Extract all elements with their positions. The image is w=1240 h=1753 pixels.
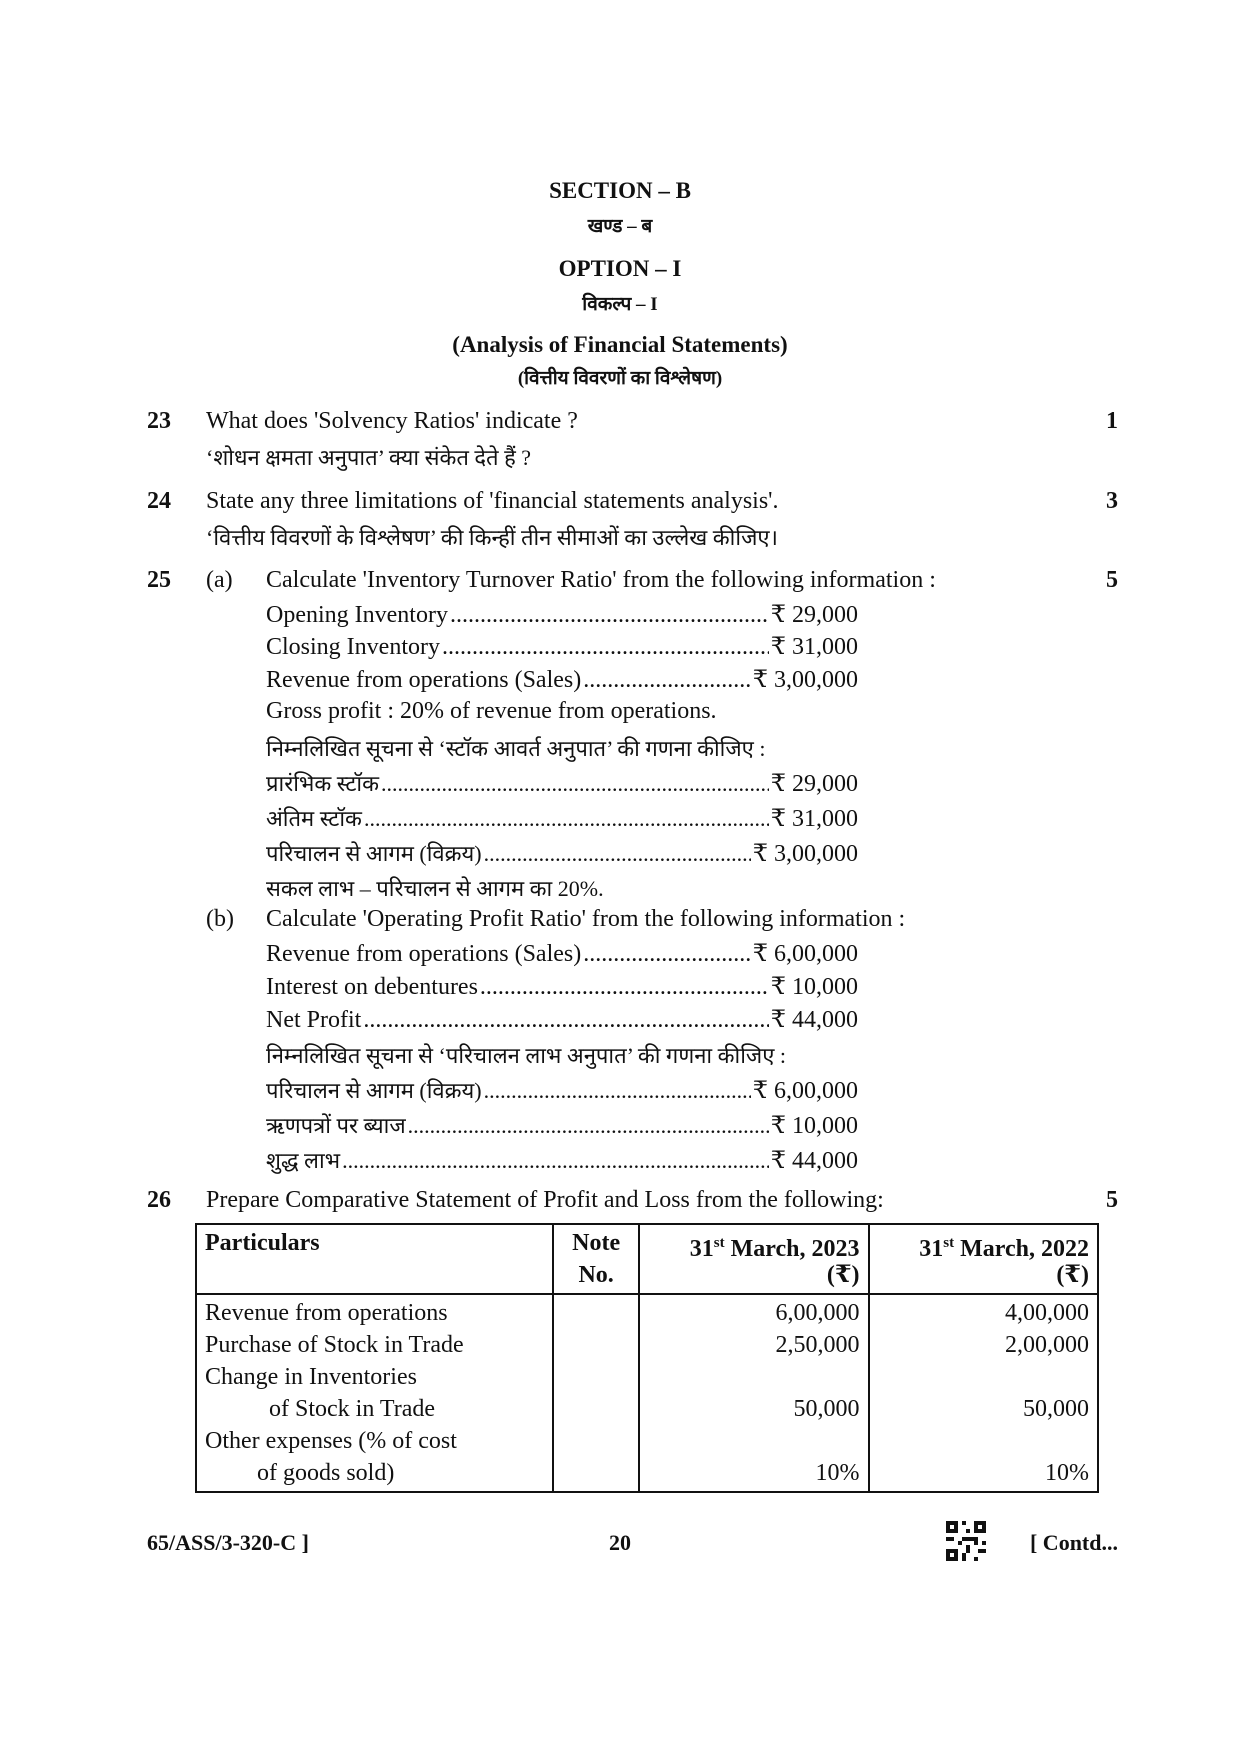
comparative-table <box>195 1223 1099 1493</box>
table-header-row <box>196 1224 1098 1294</box>
data-line-hindi <box>266 803 858 833</box>
data-line-hindi <box>266 838 858 868</box>
option-title: OPTION – I <box>558 256 682 281</box>
paper-code: 65/ASS/3-320-C ] <box>147 1530 309 1555</box>
data-label: Net Profit <box>266 1007 362 1033</box>
data-value: ₹ 10,000 <box>770 1113 858 1139</box>
data-line-hindi <box>266 1075 858 1105</box>
particulars-cell: Revenue from operations Purchase of Stock in Trade Change in Inventories of Stock in Trade Other expenses (% of cost of goods sold) <box>196 1294 553 1492</box>
data-value: ₹ 6,00,000 <box>752 1078 858 1104</box>
continued-label: [ Contd... <box>1029 1530 1118 1555</box>
question-25b-text: Calculate 'Operating Profit Ratio' from the following information : <box>266 906 906 932</box>
data-line <box>266 972 858 1001</box>
header-note-no: Note No. <box>553 1224 639 1294</box>
question-number-24: 24 <box>147 488 171 514</box>
values-2022-cell: 4,00,000 2,00,000 50,000 10% <box>869 1294 1098 1492</box>
question-23-marks: 1 <box>1106 408 1118 434</box>
option-title-hindi: विकल्प – I <box>582 294 658 315</box>
question-24-marks: 3 <box>1106 488 1118 514</box>
data-value: ₹ 6,00,000 <box>752 941 858 967</box>
data-label: Closing Inventory <box>266 634 440 660</box>
question-number-25: 25 <box>147 567 171 593</box>
section-title-hindi: खण्ड – ब <box>587 216 653 237</box>
data-line <box>266 600 858 629</box>
data-label: परिचालन से आगम (विक्रय) <box>266 1078 482 1103</box>
question-25b-text-hindi: निम्नलिखित सूचना से ‘परिचालन लाभ अनुपात’ की गणना कीजिए : <box>266 1043 787 1068</box>
part-b-label: (b) <box>206 906 234 932</box>
section-title: SECTION – B <box>549 178 691 203</box>
question-number-23: 23 <box>147 408 171 434</box>
data-line <box>266 939 858 968</box>
question-26-text: Prepare Comparative Statement of Profit and Loss from the following: <box>206 1187 884 1213</box>
values-2023-cell: 6,00,000 2,50,000 50,000 10% <box>639 1294 868 1492</box>
page-number: 20 <box>609 1530 631 1555</box>
question-26-marks: 5 <box>1106 1187 1118 1213</box>
header-2022: 31st March, 2022 (₹) <box>869 1224 1098 1294</box>
question-25a-text: Calculate 'Inventory Turnover Ratio' from the following information : <box>266 567 936 593</box>
data-label: Interest on debentures <box>266 974 478 1000</box>
note-cell <box>553 1294 639 1492</box>
data-value: ₹ 44,000 <box>770 1148 858 1174</box>
table-body-row <box>196 1294 1098 1492</box>
question-number-26: 26 <box>147 1187 171 1213</box>
question-25a-note-hindi: सकल लाभ – परिचालन से आगम का 20%. <box>266 876 604 901</box>
question-24-text: State any three limitations of 'financial statements analysis'. <box>206 488 779 514</box>
qr-code-icon <box>946 1521 986 1561</box>
data-value: ₹ 3,00,000 <box>752 667 858 693</box>
data-value: ₹ 29,000 <box>770 771 858 797</box>
data-label: अंतिम स्टॉक <box>266 806 362 831</box>
data-value: ₹ 31,000 <box>770 634 858 660</box>
question-25-marks: 5 <box>1106 567 1118 593</box>
data-value: ₹ 44,000 <box>770 1007 858 1033</box>
topic-title: (Analysis of Financial Statements) <box>452 332 788 357</box>
data-line-hindi <box>266 1145 858 1175</box>
data-value: ₹ 3,00,000 <box>752 841 858 867</box>
data-label: शुद्ध लाभ <box>266 1148 341 1173</box>
data-line <box>266 665 858 694</box>
data-label: प्रारंभिक स्टॉक <box>266 771 380 796</box>
question-25a-note: Gross profit : 20% of revenue from operations. <box>266 698 717 724</box>
data-line-hindi <box>266 1110 858 1140</box>
question-25a-text-hindi: निम्नलिखित सूचना से ‘स्टॉक आवर्त अनुपात’ की गणना कीजिए : <box>266 736 766 761</box>
data-label: Opening Inventory <box>266 602 448 628</box>
header-2023: 31st March, 2023 (₹) <box>639 1224 868 1294</box>
header-particulars: Particulars <box>196 1224 553 1294</box>
data-line <box>266 632 858 661</box>
question-24-text-hindi: ‘वित्तीय विवरणों के विश्लेषण’ की किन्हीं तीन सीमाओं का उल्लेख कीजिए। <box>206 525 778 550</box>
data-label: Revenue from operations (Sales) <box>266 941 582 967</box>
data-value: ₹ 10,000 <box>770 974 858 1000</box>
part-a-label: (a) <box>206 567 233 593</box>
data-line <box>266 1005 858 1034</box>
data-label: परिचालन से आगम (विक्रय) <box>266 841 482 866</box>
data-label: Revenue from operations (Sales) <box>266 667 582 693</box>
data-line-hindi <box>266 768 858 798</box>
question-23-text: What does 'Solvency Ratios' indicate ? <box>206 408 578 434</box>
topic-title-hindi: (वित्तीय विवरणों का विश्लेषण) <box>517 368 723 389</box>
data-label: ऋणपत्रों पर ब्याज <box>266 1113 406 1138</box>
data-value: ₹ 29,000 <box>770 602 858 628</box>
question-23-text-hindi: ‘शोधन क्षमता अनुपात’ क्या संकेत देते हैं ? <box>206 445 532 470</box>
data-value: ₹ 31,000 <box>770 806 858 832</box>
